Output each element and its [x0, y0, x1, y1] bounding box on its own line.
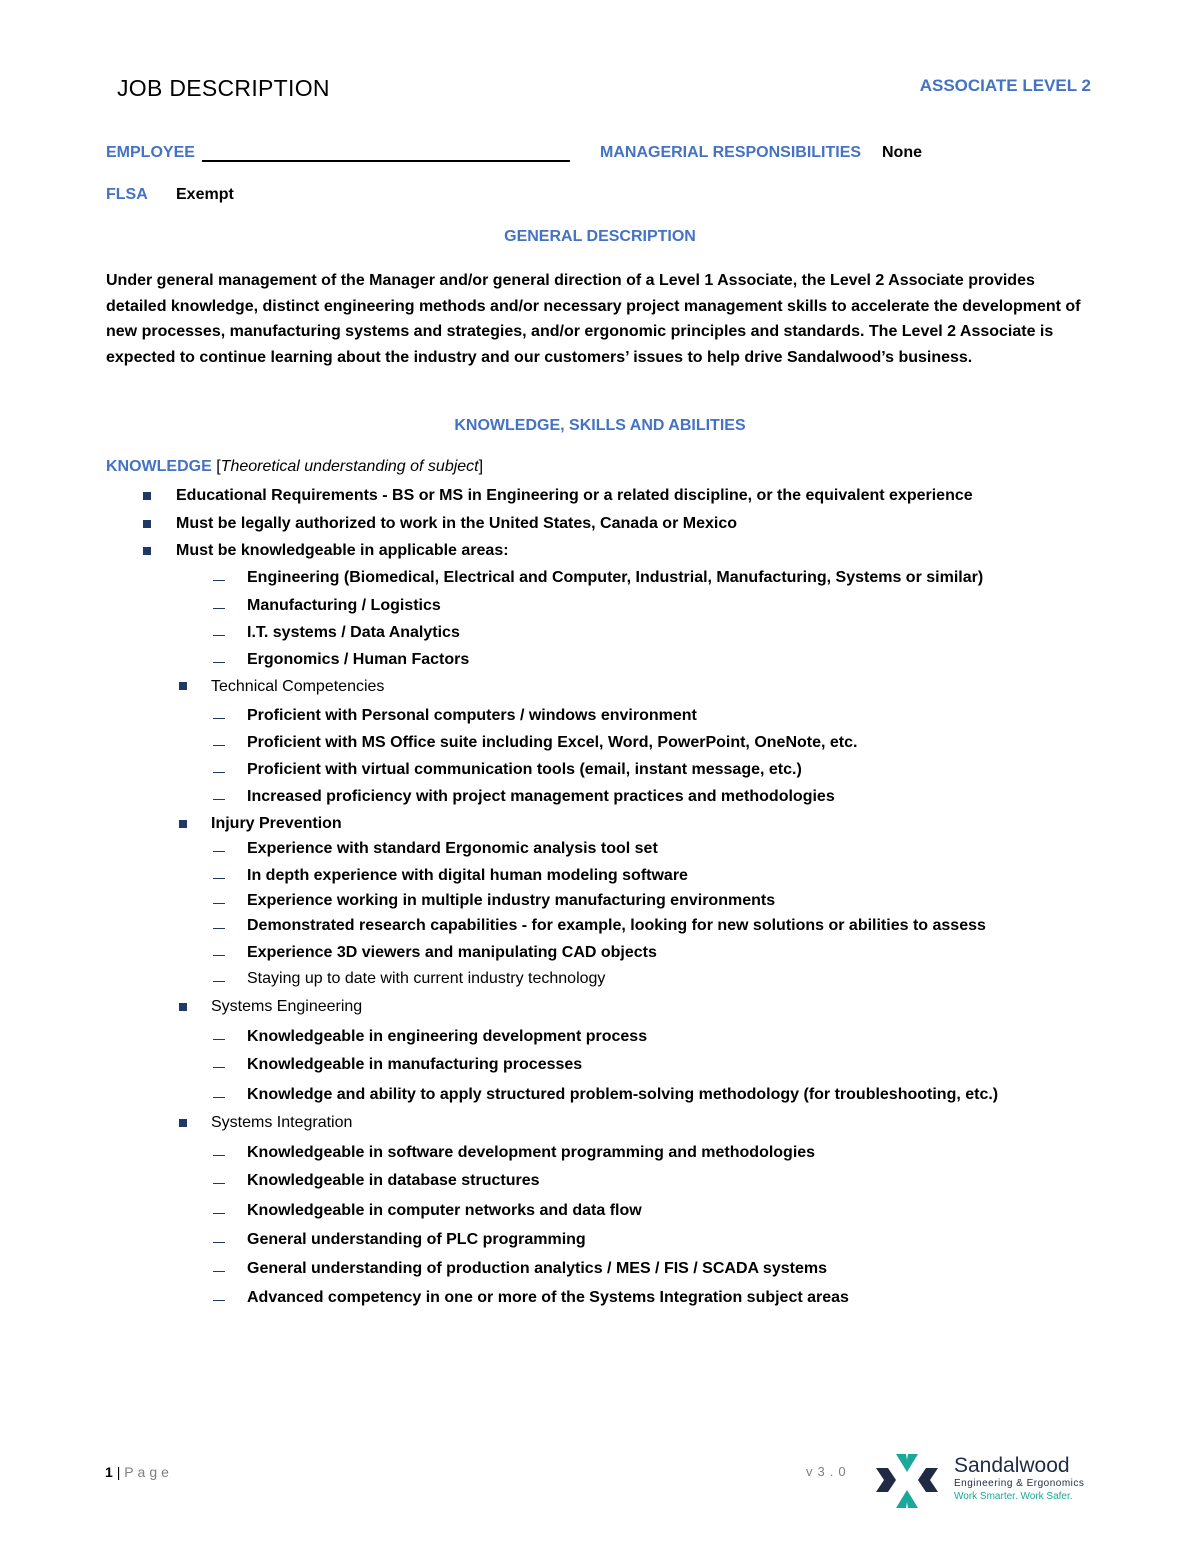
list-item: General understanding of PLC programming	[247, 1231, 586, 1248]
managerial-value: None	[882, 144, 922, 161]
page-number: 1	[105, 1464, 113, 1480]
dash-bullet-icon	[213, 878, 225, 879]
page-separator: |	[116, 1464, 121, 1480]
list-item: Knowledgeable in engineering development process	[247, 1028, 648, 1045]
document-title: JOB DESCRIPTION	[117, 75, 330, 101]
list-item: Knowledgeable in software development programming and methodologies	[247, 1144, 816, 1161]
dash-bullet-icon	[213, 1213, 225, 1214]
bullet-square-icon	[179, 1003, 187, 1011]
list-item: In depth experience with digital human modeling software	[247, 867, 688, 884]
list-item: Knowledgeable in computer networks and data flow	[247, 1202, 642, 1219]
ksa-heading: KNOWLEDGE, SKILLS AND ABILITIES	[454, 417, 746, 434]
list-item: Experience 3D viewers and manipulating CAD objects	[247, 944, 657, 961]
dash-bullet-icon	[213, 662, 225, 663]
dash-bullet-icon	[213, 1271, 225, 1272]
list-item: Knowledgeable in manufacturing processes	[247, 1056, 583, 1073]
dash-bullet-icon	[213, 1067, 225, 1068]
list-item: Must be knowledgeable in applicable areas:	[176, 542, 509, 559]
sandalwood-logo-icon	[874, 1450, 954, 1510]
bullet-square-icon	[143, 492, 151, 500]
group-title: Systems Engineering	[211, 998, 363, 1015]
logo-tagline: Work Smarter. Work Safer.	[954, 1491, 1073, 1502]
knowledge-label: KNOWLEDGE	[106, 458, 212, 475]
dash-bullet-icon	[213, 1155, 225, 1156]
list-item: Proficient with Personal computers / windows environment	[247, 707, 697, 724]
list-item: Knowledgeable in database structures	[247, 1172, 540, 1189]
flsa-label: FLSA	[106, 186, 148, 203]
list-item: Knowledge and ability to apply structured problem-solving methodology (for troubleshooting, etc.)	[247, 1086, 999, 1103]
list-item: Demonstrated research capabilities - for example, looking for new solutions or abilities to assess	[247, 917, 986, 934]
bullet-square-icon	[179, 820, 187, 828]
page-footer	[105, 1464, 173, 1480]
dash-bullet-icon	[213, 745, 225, 746]
list-item: Increased proficiency with project management practices and methodologies	[247, 788, 835, 805]
list-item: Manufacturing / Logistics	[247, 597, 441, 614]
group-title: Technical Competencies	[211, 678, 385, 695]
dash-bullet-icon	[213, 772, 225, 773]
dash-bullet-icon	[213, 718, 225, 719]
knowledge-heading: KNOWLEDGE [Theoretical understanding of subject]	[106, 458, 484, 475]
employee-label: EMPLOYEE	[106, 144, 195, 161]
dash-bullet-icon	[213, 1242, 225, 1243]
list-item: Proficient with MS Office suite including Excel, Word, PowerPoint, OneNote, etc.	[247, 734, 858, 751]
dash-bullet-icon	[213, 608, 225, 609]
list-item: Experience working in multiple industry manufacturing environments	[247, 892, 776, 909]
flsa-value: Exempt	[176, 186, 234, 203]
dash-bullet-icon	[213, 955, 225, 956]
list-item: Engineering (Biomedical, Electrical and Computer, Industrial, Manufacturing, Systems or similar)	[247, 569, 984, 586]
group-title: Injury Prevention	[211, 815, 342, 832]
list-item: Educational Requirements - BS or MS in Engineering or a related discipline, or the equivalent experience	[176, 487, 973, 504]
managerial-label: MANAGERIAL RESPONSIBILITIES	[600, 144, 862, 161]
dash-bullet-icon	[213, 851, 225, 852]
list-item: I.T. systems / Data Analytics	[247, 624, 460, 641]
group-title: Systems Integration	[211, 1114, 353, 1131]
dash-bullet-icon	[213, 1039, 225, 1040]
list-item: Staying up to date with current industry technology	[247, 970, 606, 987]
dash-bullet-icon	[213, 580, 225, 581]
employee-blank-line	[202, 160, 570, 162]
bullet-square-icon	[143, 547, 151, 555]
bullet-square-icon	[179, 682, 187, 690]
general-description-heading: GENERAL DESCRIPTION	[504, 228, 696, 245]
list-item: Advanced competency in one or more of the Systems Integration subject areas	[247, 1289, 849, 1306]
dash-bullet-icon	[213, 903, 225, 904]
dash-bullet-icon	[213, 1183, 225, 1184]
list-item: Ergonomics / Human Factors	[247, 651, 470, 668]
list-item: Must be legally authorized to work in the United States, Canada or Mexico	[176, 515, 737, 532]
list-item: General understanding of production analytics / MES / FIS / SCADA systems	[247, 1260, 827, 1277]
dash-bullet-icon	[213, 1097, 225, 1098]
job-level: ASSOCIATE LEVEL 2	[919, 76, 1091, 95]
dash-bullet-icon	[213, 1300, 225, 1301]
bullet-square-icon	[179, 1119, 187, 1127]
bullet-square-icon	[143, 520, 151, 528]
page-word: Page	[124, 1464, 173, 1480]
list-item: Experience with standard Ergonomic analysis tool set	[247, 840, 658, 857]
version-label: v3.0	[806, 1464, 851, 1479]
logo-subtitle: Engineering & Ergonomics	[954, 1478, 1085, 1489]
dash-bullet-icon	[213, 928, 225, 929]
dash-bullet-icon	[213, 799, 225, 800]
general-description-text: Under general management of the Manager and/or general direction of a Level 1 Associate, the Level 2 Associate provides detailed knowledge, distinct engineering methods and/or necessary project management skills to accelerate the development of new processes, manufacturing systems and strategies, and/or ergonomic principles and standards. The Level 2 Associate is expected to continue learning about the industry and our customers’ issues to help drive Sandalwood’s business.	[106, 272, 1081, 366]
list-item: Proficient with virtual communication tools (email, instant message, etc.)	[247, 761, 802, 778]
logo-name: Sandalwood	[954, 1454, 1070, 1477]
dash-bullet-icon	[213, 981, 225, 982]
dash-bullet-icon	[213, 635, 225, 636]
knowledge-note: Theoretical understanding of subject	[220, 458, 479, 475]
